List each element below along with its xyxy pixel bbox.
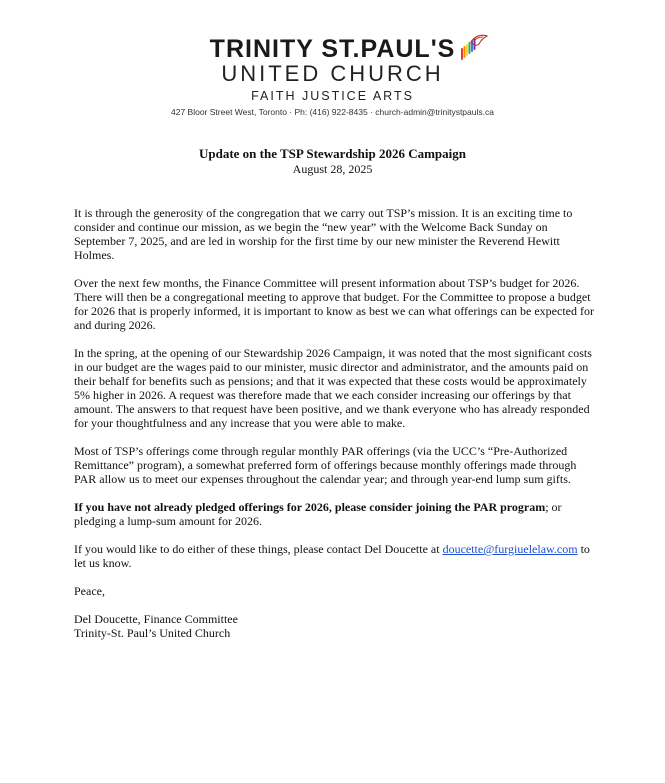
signature-org: Trinity-St. Paul’s United Church — [74, 626, 231, 640]
title-block — [0, 146, 665, 177]
rainbow-stripes — [461, 38, 476, 60]
email-link[interactable]: doucette@furgiuelelaw.com — [442, 542, 578, 556]
contact-line: 427 Bloor Street West, Toronto · Ph: (416) 922-8435 · church-admin@trinitystpauls.ca — [171, 107, 494, 117]
rainbow-stripe — [469, 42, 471, 54]
paragraph-4: Most of TSP’s offerings come through regular monthly PAR offerings (via the UCC’s “Pre-Authorized Remittance” program), a somewhat preferred form of offerings because monthly offerings made through PAR allow us to meet our expenses throughout the calendar year; and through year-end lump sum gifts. — [74, 444, 577, 486]
paragraph-6 — [74, 542, 594, 570]
org-tagline: FAITH JUSTICE ARTS — [251, 89, 414, 103]
signature-name: Del Doucette, Finance Committee — [74, 612, 238, 626]
contact-text-end: to let us know. — [74, 542, 590, 570]
paragraph-1: It is through the generosity of the congregation that we carry out TSP’s mission. It is an exciting time to consider and continue our mission, as we begin the “new year” with the Welcome Back Sunday on September 7, 2025, and are led in worship for the first time by our new minister the Reverend Hewitt Holmes. — [74, 206, 573, 262]
par-appeal-rest: ; or pledging a lump-sum amount for 2026. — [74, 500, 562, 528]
closing: Peace, — [74, 584, 105, 598]
dove-rainbow-icon — [457, 32, 489, 62]
contact-text: If you would like to do either of these things, please contact Del Doucette at — [74, 542, 443, 556]
rainbow-stripe — [464, 46, 466, 58]
document-date: August 28, 2025 — [292, 162, 373, 176]
letterhead — [0, 36, 665, 118]
par-appeal-bold: If you have not already pledged offerings for 2026, please consider joining the PAR program — [74, 500, 546, 514]
letter-body — [74, 206, 594, 640]
paragraph-3: In the spring, at the opening of our Stewardship 2026 Campaign, it was noted that the most significant costs in our budget are the wages paid to our minister, music director and administrator, and the amounts paid on their behalf for benefits such as pensions; and that it was expected that these costs would be approximately 5% higher in 2026. A request was therefore made that we each consider increasing our offerings by that amount. The answers to that request have been positive, and we thank everyone who has already responded for your thoughtfulness and any increase that you were able to make. — [74, 346, 592, 430]
org-name-line1-text: TRINITY ST.PAUL'S — [209, 35, 456, 63]
rainbow-stripe — [466, 44, 468, 56]
org-name-line2: UNITED CHURCH — [221, 61, 444, 86]
rainbow-stripe — [461, 48, 463, 60]
paragraph-5 — [74, 500, 594, 528]
org-name-line1 — [210, 36, 456, 62]
document-title: Update on the TSP Stewardship 2026 Campaign — [198, 146, 467, 161]
paragraph-2: Over the next few months, the Finance Committee will present information about TSP’s budget for 2026. There will then be a congregational meeting to approve that budget. For the Committee to propose a budget for 2026 that is properly informed, it is important to know as best we can what offerings can be expected for and during 2026. — [74, 276, 594, 332]
